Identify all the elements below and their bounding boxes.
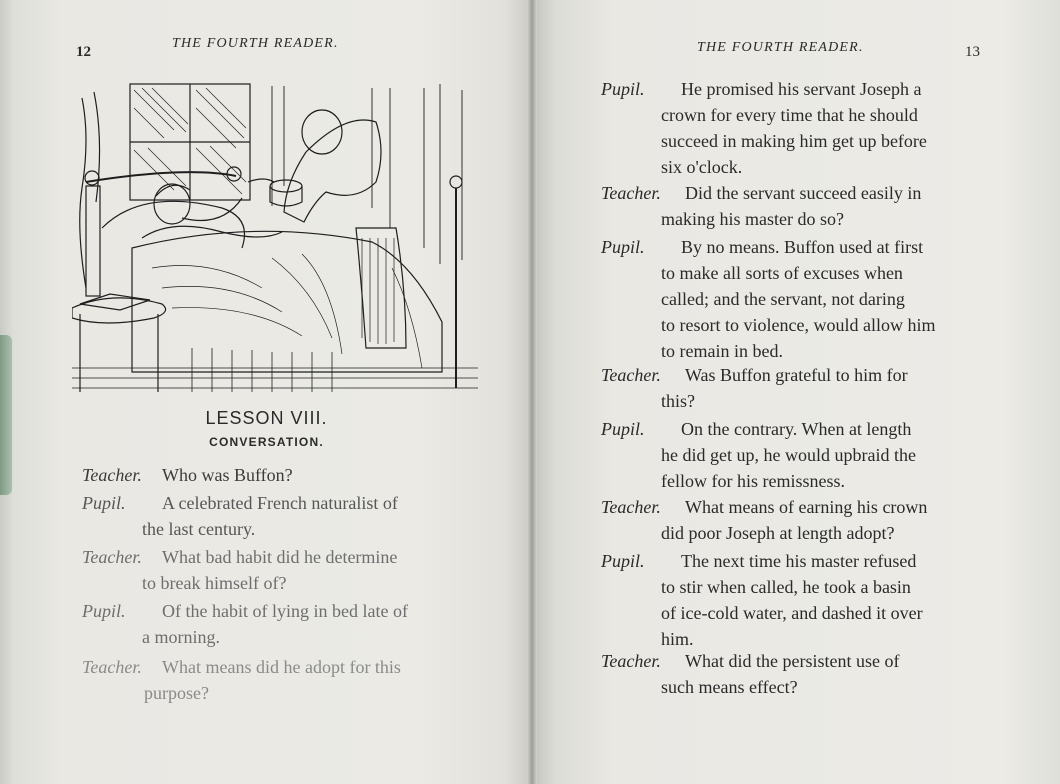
- dialogue-text: A celebrated French naturalist of: [162, 493, 398, 513]
- dialogue-text: By no means. Buffon used at first: [681, 237, 924, 257]
- book-gutter: [527, 0, 537, 784]
- running-head: THE FOURTH READER.: [697, 40, 864, 55]
- dialogue-text: to remain in bed.: [661, 341, 783, 361]
- speaker-label: Teacher.: [601, 651, 661, 671]
- dialogue-text: succeed in making him get up before: [661, 131, 927, 151]
- dialogue-entry: [601, 234, 935, 364]
- dialogue-text: fellow for his remissness.: [661, 471, 845, 491]
- speaker-label: Pupil.: [82, 493, 126, 513]
- dialogue-text: What means of earning his crown: [685, 497, 928, 517]
- dialogue-text: to resort to violence, would allow him: [661, 315, 936, 335]
- dialogue-entry: [82, 490, 398, 542]
- dialogue-text: did poor Joseph at length adopt?: [661, 523, 895, 543]
- dialogue-entry: [601, 548, 923, 652]
- running-head: THE FOURTH READER.: [172, 36, 339, 51]
- dialogue-entry: [82, 598, 408, 650]
- dialogue-text: Was Buffon grateful to him for: [685, 365, 908, 385]
- dialogue-text: Of the habit of lying in bed late of: [162, 601, 408, 621]
- speaker-label: Teacher.: [82, 465, 142, 485]
- engraving-man-in-bed-servant-icon: [72, 78, 478, 392]
- speaker-label: Pupil.: [601, 79, 645, 99]
- speaker-label: Teacher.: [601, 365, 661, 385]
- speaker-label: Teacher.: [601, 497, 661, 517]
- dialogue-entry: [82, 462, 293, 488]
- dialogue-text: He promised his servant Joseph a: [681, 79, 922, 99]
- speaker-label: Teacher.: [601, 183, 661, 203]
- dialogue-entry: [601, 180, 921, 232]
- dialogue-text: What means did he adopt for this: [162, 657, 401, 677]
- speaker-label: Pupil.: [601, 237, 645, 257]
- dialogue-entry: [82, 544, 397, 596]
- dialogue-text: crown for every time that he should: [661, 105, 918, 125]
- dialogue-text: of ice-cold water, and dashed it over: [661, 603, 923, 623]
- dialogue-text: called; and the servant, not daring: [661, 289, 905, 309]
- dialogue-text: he did get up, he would upbraid the: [661, 445, 916, 465]
- dialogue-text: What did the persistent use of: [685, 651, 900, 671]
- speaker-label: Pupil.: [82, 601, 126, 621]
- page-number: 12: [76, 44, 91, 60]
- lesson-subtitle: CONVERSATION.: [209, 435, 324, 449]
- dialogue-text: Did the servant succeed easily in: [685, 183, 922, 203]
- dialogue-text: such means effect?: [661, 677, 798, 697]
- dialogue-text: six o'clock.: [661, 157, 743, 177]
- bookmark-ribbon: [0, 335, 12, 495]
- speaker-label: Teacher.: [82, 657, 142, 677]
- dialogue-text: Who was Buffon?: [162, 465, 293, 485]
- speaker-label: Teacher.: [82, 547, 142, 567]
- dialogue-text: him.: [661, 629, 694, 649]
- speaker-label: Pupil.: [601, 419, 645, 439]
- dialogue-text: The next time his master refused: [681, 551, 917, 571]
- speaker-label: Pupil.: [601, 551, 645, 571]
- dialogue-text: this?: [661, 391, 695, 411]
- dialogue-text: What bad habit did he determine: [162, 547, 398, 567]
- dialogue-text: a morning.: [142, 627, 220, 647]
- page-number: 13: [965, 44, 980, 60]
- dialogue-entry: [601, 416, 916, 494]
- dialogue-entry: [601, 76, 927, 180]
- dialogue-text: to make all sorts of excuses when: [661, 263, 903, 283]
- dialogue-text: to stir when called, he took a basin: [661, 577, 911, 597]
- dialogue-text: making his master do so?: [661, 209, 844, 229]
- dialogue-text: to break himself of?: [142, 573, 287, 593]
- dialogue-entry: [601, 648, 899, 700]
- dialogue-entry: [82, 654, 401, 706]
- dialogue-text: purpose?: [144, 683, 209, 703]
- dialogue-text: On the contrary. When at length: [681, 419, 912, 439]
- dialogue-entry: [601, 362, 908, 414]
- dialogue-entry: [601, 494, 927, 546]
- lesson-title: LESSON VIII.: [205, 408, 328, 428]
- dialogue-text: the last century.: [142, 519, 256, 539]
- right-page: [533, 0, 1060, 784]
